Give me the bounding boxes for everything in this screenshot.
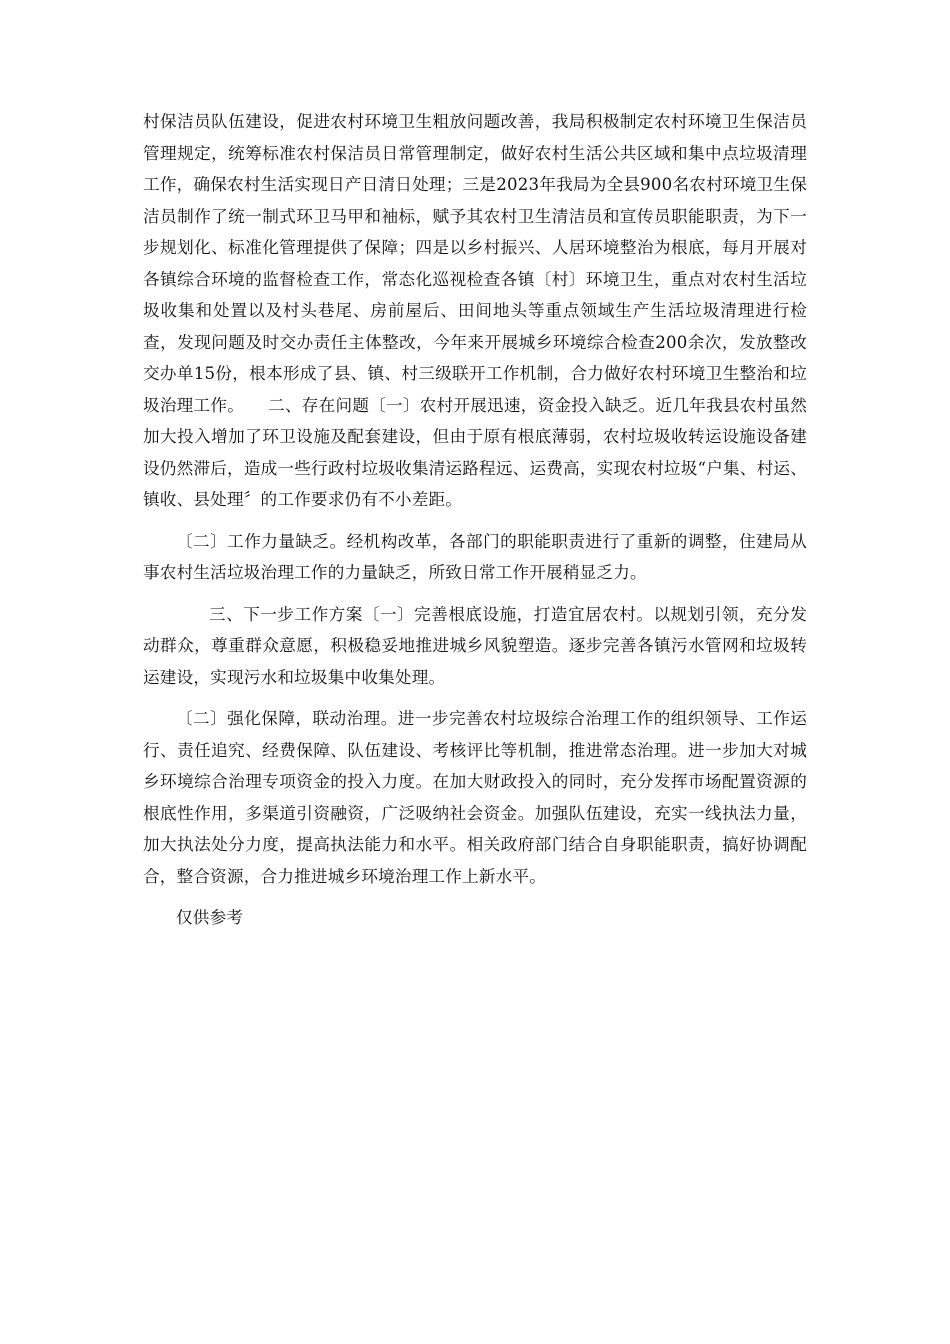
document-page [143,106,807,934]
section-2-heading-text: 二、存在问题〔一〕农村开展迅速，资金投入缺乏。近几年我县农村虽然加大投入增加了环卫设施及配套建设，但由于原有根底薄弱，农村垃圾收转运设施设备建设仍然滞后，造成一些行政村垃圾收集清运路程远、运费高，实现农村垃圾“户集、村运、镇收、县处理〞的工作要求仍有不小差距。 [143,395,807,509]
paragraph-1 [143,106,807,516]
paragraph-3: 三、下一步工作方案〔一〕完善根底设施，打造宜居农村。以规划引领，充分发动群众，尊重群众意愿，积极稳妥地推进城乡风貌塑造。逐步完善各镇污水管网和垃圾转运建设，实现污水和垃圾集中收集处理。 [143,604,807,687]
closing-note: 仅供参考 [176,908,244,927]
paragraph-4: 〔二〕强化保障，联动治理。进一步完善农村垃圾综合治理工作的组织领导、工作运行、责任追究、经费保障、队伍建设、考核评比等机制，推进常态治理。进一步加大对城乡环境综合治理专项资金的投入力度。在加大财政投入的同时，充分发挥市场配置资源的根底性作用，多渠道引资融资，广泛吸纳社会资金。加强队伍建设，充实一线执法力量，加大执法处分力度，提高执法能力和水平。相关政府部门结合自身职能职责，搞好协调配合，整合资源，合力推进城乡环境治理工作上新水平。 [143,709,807,886]
paragraph-1-text: 村保洁员队伍建设，促进农村环境卫生粗放问题改善，我局积极制定农村环境卫生保洁员管理规定，统筹标准农村保洁员日常管理制定，做好农村生活公共区域和集中点垃圾清理工作，确保农村生活实现日产日清日处理；三是2023年我局为全县900名农村环境卫生保洁员制作了统一制式环卫马甲和袖标，赋予其农村卫生清洁员和宣传员职能职责，为下一步规划化、标准化管理提供了保障；四是以乡村振兴、人居环境整治为根底，每月开展对各镇综合环境的监督检查工作，常态化巡视检查各镇〔村〕环境卫生，重点对农村生活垃圾收集和处置以及村头巷尾、房前屋后、田间地头等重点领域生产生活垃圾清理进行检查，发现问题及时交办责任主体整改，今年来开展城乡环境综合检查200余次，发放整改交办单15份，根本形成了县、镇、村三级联开工作机制，合力做好农村环境卫生整治和垃圾治理工作。 [143,112,807,415]
paragraph-2: 〔二〕工作力量缺乏。经机构改革，各部门的职能职责进行了重新的调整，住建局从事农村生活垃圾治理工作的力量缺乏，所致日常工作开展稍显乏力。 [143,531,807,582]
